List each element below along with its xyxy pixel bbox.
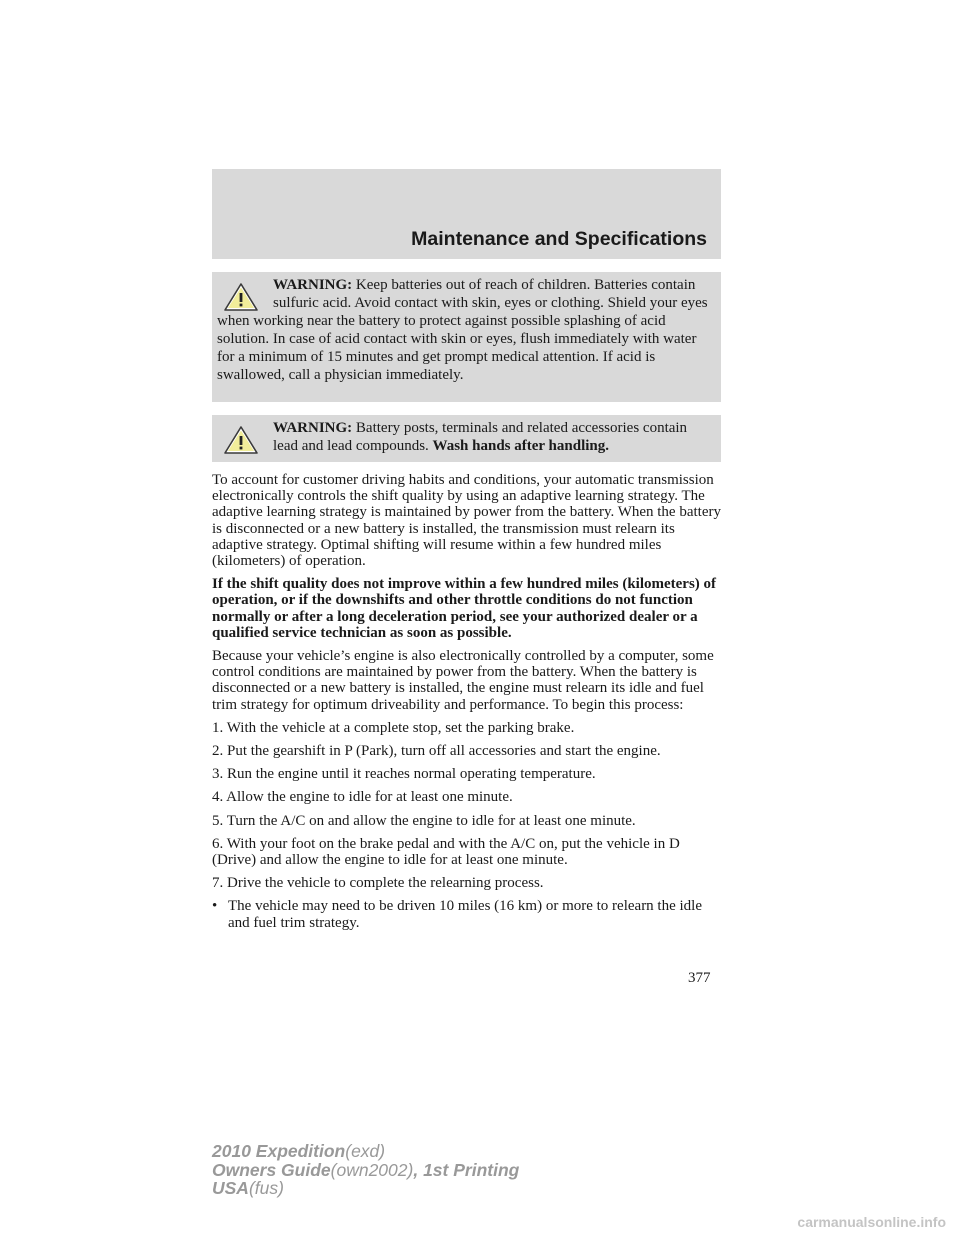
step-item: 3. Run the engine until it reaches normal operating temperature. (212, 766, 596, 783)
footer-printing: , 1st Printing (413, 1159, 520, 1180)
warning-box-lead (212, 415, 721, 462)
paragraph-shift-quality-notice: If the shift quality does not improve within a few hundred miles (kilometers) of operation, or if the downshifts and other throttle conditions do not function normally or after a long deceleration period, see your authorized dealer or a qualified service technician as soon as possible. (212, 576, 717, 641)
paragraph-engine-relearn: Because your vehicle’s engine is also electronically controlled by a computer, some control conditions are maintained by power from the battery. When the battery is disconnected or a new battery is installed, the engine must relearn its idle and fuel trim strategy for optimum driveability and performance. To begin this process: (212, 648, 714, 713)
footer-guide-code: (own2002) (330, 1159, 414, 1180)
bullet-text: The vehicle may need to be driven 10 miles (16 km) or more to relearn the idle and fuel trim strategy. (228, 898, 703, 931)
step-item: 5. Turn the A/C on and allow the engine to idle for at least one minute. (212, 812, 636, 829)
warning-text: Keep batteries out of reach of children. Batteries contain sulfuric acid. Avoid contact with skin, eyes or clothing. Shield your eyes when working near the battery to protect against possible splashing of acid solution. In case of acid contact with skin or eyes, flush immediately with water for a minimum of 15 minutes and get prompt medical attention. If acid is swallowed, call a physician immediately. (217, 277, 708, 383)
paragraph-adaptive-learning: To account for customer driving habits and conditions, your automatic transmission electronically controls the shift quality by using an adaptive learning strategy. The adaptive learning strategy is maintained by power from the battery. When the battery is disconnected or a new battery is installed, the transmission must relearn its adaptive strategy. Optimal shifting will resume within a few hundred miles (kilometers) of operation. (212, 472, 721, 570)
warning-text: Battery posts, terminals and related accessories contain lead and lead compounds. (273, 420, 688, 454)
body-text (212, 472, 724, 931)
bullet-dot-icon: • (212, 898, 218, 915)
step-item: 6. With your foot on the brake pedal and with the A/C on, put the vehicle in D (Drive) and allow the engine to idle for at least one minute. (212, 835, 680, 869)
footer-model-code: (exd) (345, 1141, 386, 1161)
warning-triangle-icon (223, 282, 259, 312)
step-item: 1. With the vehicle at a complete stop, set the parking brake. (212, 719, 575, 736)
warning-label: WARNING: (273, 420, 353, 436)
warning-triangle-icon (223, 425, 259, 455)
section-header-band (212, 169, 721, 259)
step-item: 4. Allow the engine to idle for at least one minute. (212, 789, 513, 806)
footer-model: 2010 Expedition (212, 1141, 346, 1161)
bullet-item (212, 898, 724, 930)
warning-label: WARNING: (273, 277, 353, 293)
print-footer (212, 1142, 519, 1198)
step-item: 7. Drive the vehicle to complete the relearning process. (212, 875, 544, 892)
footer-guide: Owners Guide (212, 1159, 331, 1180)
footer-market-code: (fus) (248, 1178, 284, 1198)
footer-market: USA (212, 1178, 249, 1198)
warning-box-battery-acid (212, 272, 721, 402)
warning-emphasis: Wash hands after handling. (432, 438, 610, 454)
watermark: carmanualsonline.info (797, 1214, 946, 1230)
step-item: 2. Put the gearshift in P (Park), turn off all accessories and start the engine. (212, 743, 661, 760)
page-number: 377 (688, 970, 711, 986)
section-title: Maintenance and Specifications (411, 228, 707, 250)
